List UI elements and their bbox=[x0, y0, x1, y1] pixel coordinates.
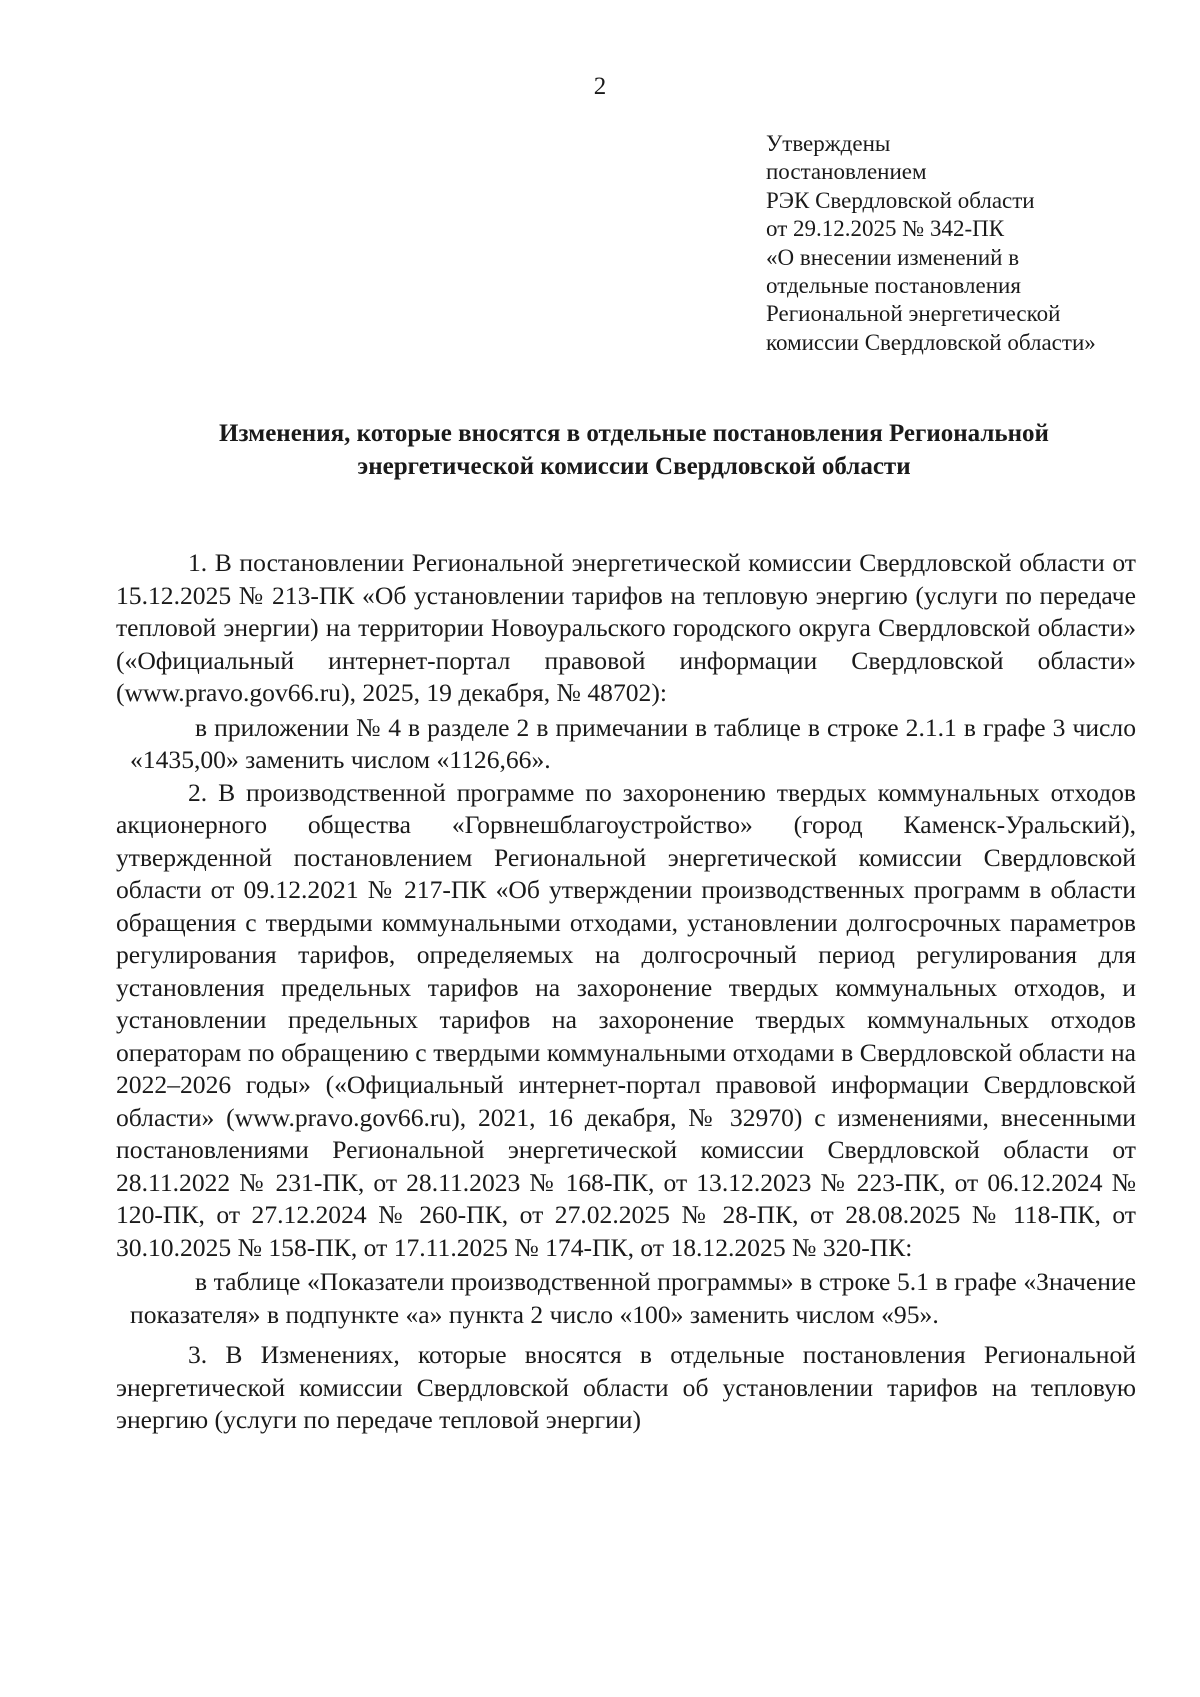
approval-line: постановлением bbox=[766, 159, 927, 185]
paragraph-item-3: 3. В Изменениях, которые вносятся в отдельные постановления Региональной энергетической комиссии Свердловской области об установлении тарифов на тепловую энергию (услуги по передаче тепловой энергии) bbox=[116, 1340, 1136, 1434]
approval-line: Региональной энергетической bbox=[766, 301, 1061, 327]
approval-line: Утверждены bbox=[766, 131, 891, 156]
paragraph-subitem-2: в таблице «Показатели производственной программы» в строке 5.1 в графе «Значение показателя» в подпункте «а» пункта 2 число «100» заменить числом «95». bbox=[130, 1267, 1136, 1329]
approval-line: РЭК Свердловской области bbox=[766, 187, 1035, 213]
document-title bbox=[120, 417, 1148, 483]
approval-line: комиссии Свердловской области» bbox=[766, 329, 1096, 355]
document-title-line: энергетической комиссии Свердловской области bbox=[357, 453, 911, 480]
page-number: 2 bbox=[593, 73, 607, 100]
document-title-line: Изменения, которые вносятся в отдельные постановления Региональной bbox=[219, 420, 1049, 447]
approval-line: от 29.12.2025 № 342-ПК bbox=[766, 216, 1005, 242]
approval-line: «О внесении изменений в bbox=[766, 244, 1020, 270]
document-body bbox=[116, 547, 1136, 1437]
approval-block bbox=[766, 130, 1186, 357]
paragraph-subitem-1: в приложении № 4 в разделе 2 в примечании в таблице в строке 2.1.1 в графе 3 число «1435,00» заменить числом «1126,66». bbox=[130, 712, 1136, 774]
approval-line: отдельные постановления bbox=[766, 273, 1021, 299]
paragraph-item-2: 2. В производственной программе по захоронению твердых коммунальных отходов акционерного общества «Горвнешблагоустройство» (город Каменск-Уральский), утвержденной постановлением Региональной энергетической комиссии Свердловской области от 09.12.2021 № 217-ПК «Об утверждении производственных программ в области обращения с твердыми коммунальными отходами, установлении долгосрочных параметров регулирования тарифов, определяемых на долгосрочный период регулирования для установления предельных тарифов на захоронение твердых коммунальных отходов, и установлении предельных тарифов на захоронение твердых коммунальных отходов операторам по обращению с твердыми коммунальными отходами в Свердловской области на 2022–2026 годы» («Официальный интернет-портал правовой информации Свердловской области» (www.pravo.gov66.ru), 2021, 16 декабря, № 32970) с изменениями, внесенными постановлениями Региональной энергетической комиссии Свердловской области от 28.11.2022 № 231-ПК, от 28.11.2023 № 168-ПК, от 13.12.2023 № 223-ПК, от 06.12.2024 № 120-ПК, от 27.12.2024 № 260-ПК, от 27.02.2025 № 28-ПК, от 28.08.2025 № 118-ПК, от 30.10.2025 № 158-ПК, от 17.11.2025 № 174-ПК, от 18.12.2025 № 320-ПК: bbox=[116, 777, 1136, 1262]
paragraph-item-1: 1. В постановлении Региональной энергетической комиссии Свердловской области от 15.12.2025 № 213-ПК «Об установлении тарифов на тепловую энергию (услуги по передаче тепловой энергии) на территории Новоуральского городского округа Свердловской области» («Официальный интернет-портал правовой информации Свердловской области» (www.pravo.gov66.ru), 2025, 19 декабря, № 48702): bbox=[116, 548, 1136, 707]
